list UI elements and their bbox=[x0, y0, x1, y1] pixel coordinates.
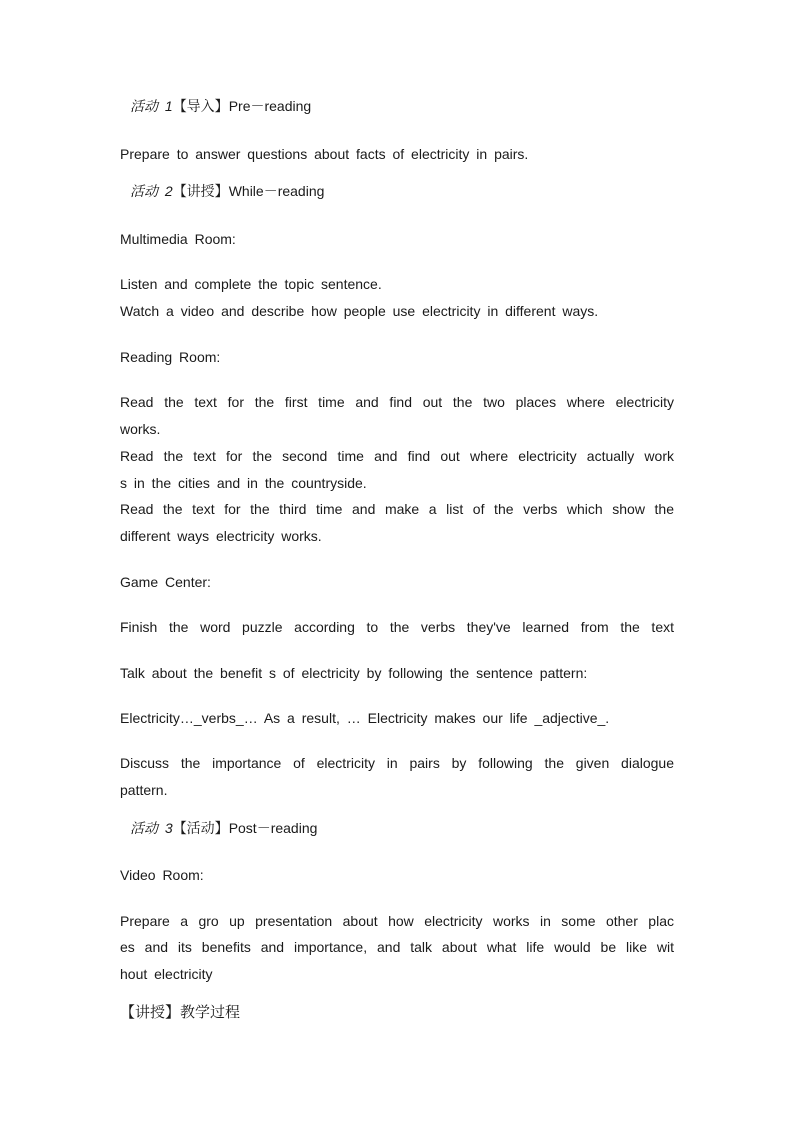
reading-line: Read the text for the third time and make a list of the verbs which show the bbox=[120, 501, 674, 517]
activity-2-heading bbox=[130, 182, 324, 201]
game-line: Finish the word puzzle according to the verbs they've learned from the text bbox=[120, 619, 674, 635]
video-line: es and its benefits and importance, and talk about what life would be like wit bbox=[120, 939, 674, 955]
reading-line: Read the text for the first time and find out the two places where electricity bbox=[120, 394, 674, 410]
reading-line: Read the text for the second time and find out where electricity actually work bbox=[120, 448, 674, 464]
teaching-process-heading: 【讲授】教学过程 bbox=[120, 1003, 241, 1021]
activity-1-tag: 【导入】 bbox=[172, 99, 229, 115]
reading-line: works. bbox=[120, 421, 161, 437]
game-line: Electricity…_verbs_… As a result, … Electricity makes our life _adjective_. bbox=[120, 710, 610, 726]
activity-1-body: Prepare to answer questions about facts of electricity in pairs. bbox=[120, 146, 529, 162]
multimedia-line: Listen and complete the topic sentence. bbox=[120, 276, 382, 292]
game-line: pattern. bbox=[120, 782, 168, 798]
multimedia-room-heading: Multimedia Room: bbox=[120, 231, 236, 247]
multimedia-line: Watch a video and describe how people use electricity in different ways. bbox=[120, 303, 599, 319]
activity-1-heading bbox=[130, 97, 311, 116]
reading-line: s in the cities and in the countryside. bbox=[120, 475, 367, 491]
activity-3-label: 活动 3 bbox=[130, 820, 173, 836]
game-line: Discuss the importance of electricity in pairs by following the given dialogue bbox=[120, 755, 674, 771]
activity-2-title: While－reading bbox=[228, 183, 325, 199]
activity-3-heading bbox=[130, 819, 317, 838]
activity-3-tag: 【活动】 bbox=[172, 821, 229, 837]
activity-2-tag: 【讲授】 bbox=[172, 184, 229, 200]
game-center-heading: Game Center: bbox=[120, 574, 211, 590]
video-line: hout electricity bbox=[120, 966, 213, 982]
video-room-heading: Video Room: bbox=[120, 867, 204, 883]
reading-room-heading: Reading Room: bbox=[120, 349, 221, 365]
video-line: Prepare a gro up presentation about how electricity works in some other plac bbox=[120, 913, 674, 929]
activity-1-label: 活动 1 bbox=[130, 98, 173, 114]
activity-2-label: 活动 2 bbox=[130, 183, 173, 199]
activity-1-title: Pre－reading bbox=[228, 98, 312, 114]
activity-3-title: Post－reading bbox=[228, 820, 318, 836]
reading-line: different ways electricity works. bbox=[120, 528, 322, 544]
game-line: Talk about the benefit s of electricity by following the sentence pattern: bbox=[120, 665, 588, 681]
